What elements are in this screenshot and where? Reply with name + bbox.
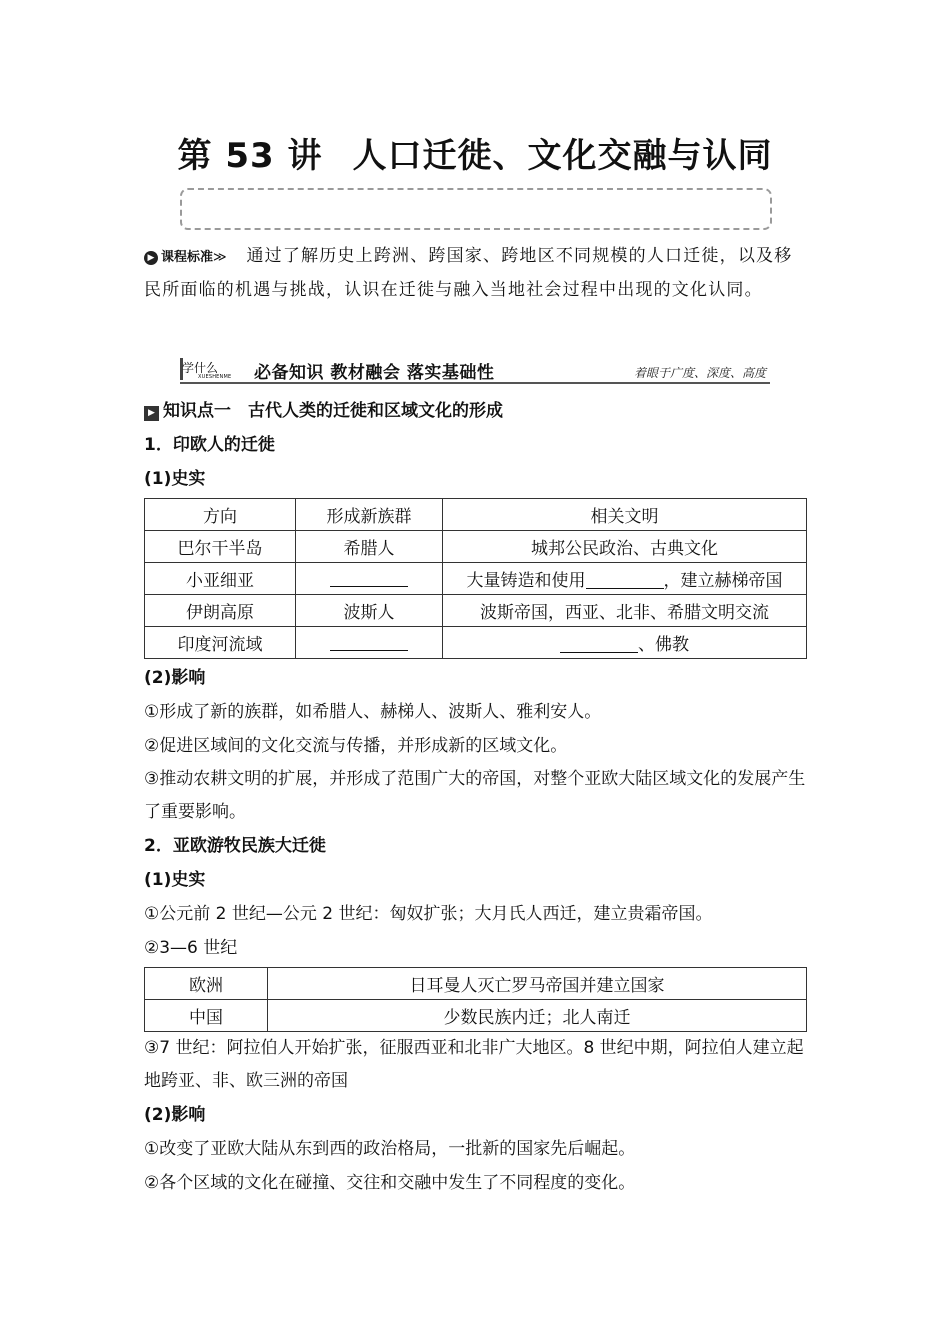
main-content xyxy=(144,394,808,1200)
banner-subtitle: 着眼于广度、深度、高度 xyxy=(633,366,766,380)
section1-heading: 1．印欧人的迁徙 xyxy=(144,435,275,455)
region-cell: 中国 xyxy=(145,1000,268,1032)
fact-item: ③7 世纪：阿拉伯人开始扩张，征服西亚和北非广大地区。8 世纪中期，阿拉伯人建立起地跨亚、非、欧三洲的帝国 xyxy=(144,1038,804,1091)
banner-logo: 学什么 XUESHENME xyxy=(180,356,240,384)
direction-cell: 印度河流域 xyxy=(145,627,296,659)
group-cell: 希腊人 xyxy=(296,531,443,563)
event-cell: 日耳曼人灭亡罗马帝国并建立国家 xyxy=(268,968,807,1000)
course-standard-tag: ▶ 课程标准≫ xyxy=(144,250,227,265)
knowledge-point-heading: ▶ 知识点一 古代人类的迁徙和区域文化的形成 xyxy=(144,394,808,428)
nomad-migration-table xyxy=(144,967,807,1032)
impact-item: ③推动农耕文明的扩展，并形成了范围广大的帝国，对整个亚欧大陆区域文化的发展产生了重要影响。 xyxy=(144,769,806,822)
course-standard-text: 通过了解历史上跨洲、跨国家、跨地区不同规模的人口迁徙，以及移民所面临的机遇与挑战，认识在迁徙与融入当地社会过程中出现的文化认同。 xyxy=(144,246,793,300)
table-header: 相关文明 xyxy=(443,499,807,531)
section2-facts-label: (1)史实 xyxy=(144,870,206,890)
group-cell: 波斯人 xyxy=(296,595,443,627)
fact-item: ②3—6 世纪 xyxy=(144,938,238,958)
migration-table xyxy=(144,498,807,659)
course-standard xyxy=(144,240,808,307)
region-cell: 欧洲 xyxy=(145,968,268,1000)
table-header: 形成新族群 xyxy=(296,499,443,531)
fill-blank[interactable] xyxy=(330,635,408,651)
group-cell xyxy=(296,627,443,659)
civilization-cell: 波斯帝国，西亚、北非、希腊文明交流 xyxy=(443,595,807,627)
banner-title: 必备知识 教材融会 落实基础性 xyxy=(254,363,495,383)
civilization-cell: 城邦公民政治、古典文化 xyxy=(443,531,807,563)
section2-heading: 2．亚欧游牧民族大迁徙 xyxy=(144,836,326,856)
lecture-number: 第 53 讲 xyxy=(177,136,323,176)
table-header-row xyxy=(145,499,807,531)
dashed-frame xyxy=(180,188,772,230)
fill-blank[interactable] xyxy=(330,571,408,587)
fact-item: ①公元前 2 世纪—公元 2 世纪：匈奴扩张；大月氏人西迁，建立贵霜帝国。 xyxy=(144,904,713,924)
page-title xyxy=(0,128,950,177)
table-row xyxy=(145,627,807,659)
table-row xyxy=(145,531,807,563)
direction-cell: 伊朗高原 xyxy=(145,595,296,627)
section1-impact-label: (2)影响 xyxy=(144,668,206,688)
play-icon: ▶ xyxy=(144,251,158,265)
impact-item: ①形成了新的族群，如希腊人、赫梯人、波斯人、雅利安人。 xyxy=(144,702,602,722)
table-header: 方向 xyxy=(145,499,296,531)
section1-facts-label: (1)史实 xyxy=(144,469,206,489)
fill-blank[interactable] xyxy=(560,637,638,653)
section2-impact-label: (2)影响 xyxy=(144,1105,206,1125)
lecture-topic: 人口迁徙、文化交融与认同 xyxy=(352,136,773,176)
civilization-cell: 大量铸造和使用 ，建立赫梯帝国 xyxy=(443,563,807,595)
triangle-icon: ▶ xyxy=(144,406,159,421)
civilization-cell: 、佛教 xyxy=(443,627,807,659)
direction-cell: 巴尔干半岛 xyxy=(145,531,296,563)
table-row xyxy=(145,968,807,1000)
table-row xyxy=(145,563,807,595)
impact-item: ②各个区域的文化在碰撞、交往和交融中发生了不同程度的变化。 xyxy=(144,1173,636,1193)
group-cell xyxy=(296,563,443,595)
impact-item: ②促进区域间的文化交流与传播，并形成新的区域文化。 xyxy=(144,736,568,756)
fill-blank[interactable] xyxy=(586,573,664,589)
impact-item: ①改变了亚欧大陆从东到西的政治格局，一批新的国家先后崛起。 xyxy=(144,1139,636,1159)
direction-cell: 小亚细亚 xyxy=(145,563,296,595)
event-cell: 少数民族内迁；北人南迁 xyxy=(268,1000,807,1032)
table-row xyxy=(145,595,807,627)
section-banner xyxy=(180,356,770,386)
table-row xyxy=(145,1000,807,1032)
